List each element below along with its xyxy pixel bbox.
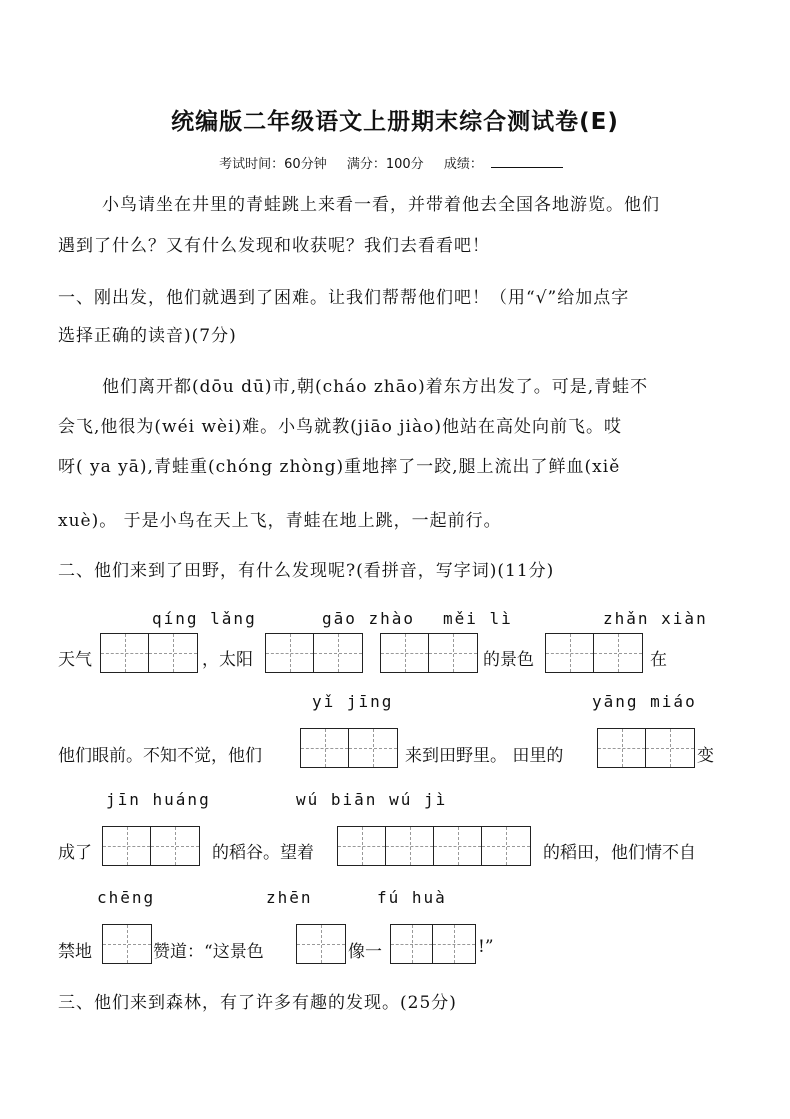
answer-box-fuhua[interactable] (390, 924, 476, 964)
section1-heading-1: 一、刚出发，他们就遇到了困难。让我们帮帮他们吧！（用“√”给加点字 (58, 288, 630, 308)
answer-box-jinhuang[interactable] (102, 826, 200, 866)
pinyin-meili: měi lì (443, 609, 513, 628)
page-title: 统编版二年级语文上册期末综合测试卷(E) (171, 109, 619, 135)
answer-box-yangmiao[interactable] (597, 728, 695, 768)
pinyin-zhen: zhēn (266, 888, 313, 907)
pinyin-gaozhao: gāo zhào (322, 609, 416, 628)
section3-heading: 三、他们来到森林，有了许多有趣的发现。(25分) (58, 993, 457, 1013)
text-zai: 在 (650, 650, 667, 670)
pinyin-wubianwuji: wú biān wú jì (296, 790, 448, 809)
text-dedaogu: 的稻谷。望着 (212, 843, 314, 863)
intro-line-1: 小鸟请坐在井里的青蛙跳上来看一看，并带着他去全国各地游览。他们 (102, 195, 660, 215)
pinyin-yangmiao: yāng miáo (592, 692, 697, 711)
text-jindi: 禁地 (58, 942, 92, 962)
score-label: 成绩： (443, 157, 483, 172)
text-bian: 变 (697, 746, 714, 766)
text-taiyang: ，太阳 (202, 650, 253, 670)
text-laidao: 来到田野里。 田里的 (405, 746, 564, 766)
score-field (444, 157, 571, 172)
text-tianqi: 天气 (58, 650, 92, 670)
text-dedaotian: 的稻田，他们情不自 (543, 843, 696, 863)
text-xiangyi: 像一 (348, 942, 382, 962)
answer-box-wubianwuji[interactable] (337, 826, 531, 866)
section1-heading-2: 选择正确的读音)(7分) (58, 326, 237, 346)
pinyin-zhanxian: zhǎn xiàn (603, 609, 708, 628)
answer-box-zhanxian[interactable] (545, 633, 643, 673)
intro-line-2: 遇到了什么？又有什么发现和收获呢？我们去看看吧！ (58, 236, 490, 256)
section1-para-1: 他们离开都(dōu dū)市,朝(cháo zhāo)着东方出发了。可是,青蛙不 (102, 377, 649, 397)
pinyin-jinhuang: jīn huáng (106, 790, 211, 809)
section1-para-4: xuè)。 于是小鸟在天上飞，青蛙在地上跳，一起前行。 (58, 511, 502, 531)
answer-box-yijing[interactable] (300, 728, 398, 768)
text-zandao: 赞道：“这景色 (153, 942, 264, 962)
pinyin-qinglang: qíng lǎng (152, 609, 257, 628)
exam-meta (0, 153, 790, 172)
pinyin-fuhua: fú huà (377, 888, 447, 907)
section2-heading: 二、他们来到了田野，有什么发现呢?(看拼音，写字词)(11分) (58, 561, 555, 581)
answer-box-cheng[interactable] (102, 924, 152, 964)
section1-para-3: 呀( ya yā),青蛙重(chóng zhòng)重地摔了一跤,腿上流出了鲜血(xiě (58, 457, 621, 477)
score-blank[interactable] (491, 155, 563, 168)
answer-box-zhen[interactable] (296, 924, 346, 964)
text-tamen-yanqian: 他们眼前。不知不觉，他们 (58, 746, 262, 766)
text-end-quote: !” (478, 937, 494, 957)
exam-time: 考试时间：60分钟 (219, 157, 327, 172)
answer-box-gaozhao[interactable] (265, 633, 363, 673)
text-chengle: 成了 (58, 843, 92, 863)
pinyin-yijing: yǐ jīng (312, 692, 394, 711)
pinyin-cheng: chēng (97, 888, 156, 907)
answer-box-qinglang[interactable] (100, 633, 198, 673)
answer-box-meili[interactable] (380, 633, 478, 673)
section1-para-2: 会飞,他很为(wéi wèi)难。小鸟就教(jiāo jiào)他站在高处向前飞。哎 (58, 417, 622, 437)
full-score: 满分：100分 (346, 157, 424, 172)
text-dejingse: 的景色 (483, 650, 534, 670)
